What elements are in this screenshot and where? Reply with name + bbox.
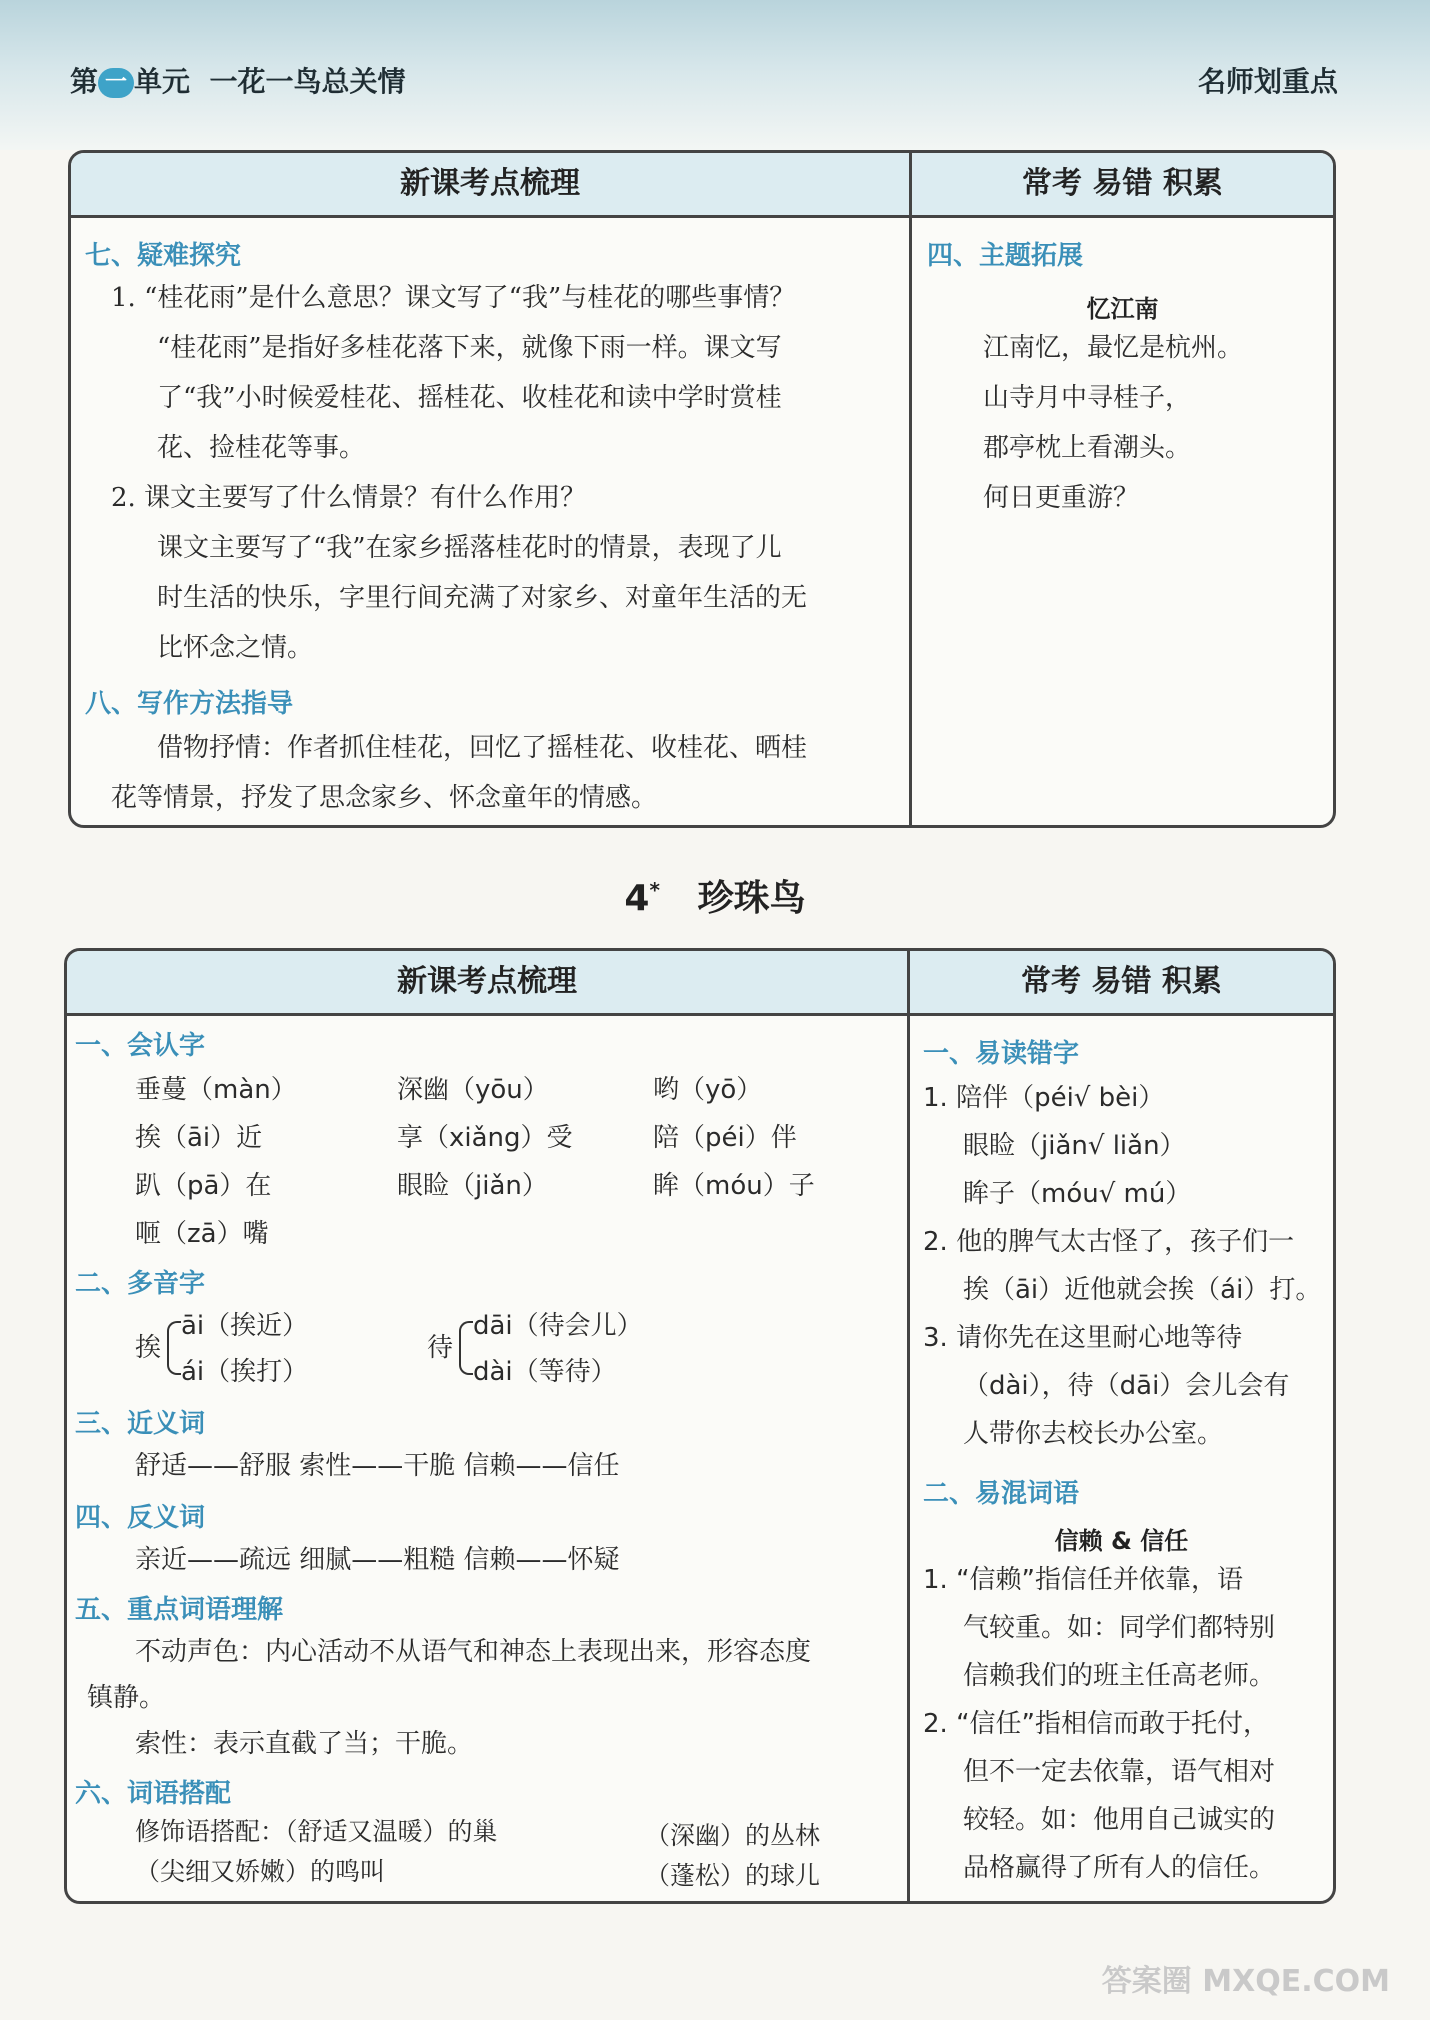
confusing-words-title: 信赖 & 信任 xyxy=(1054,1527,1189,1555)
misread-item: （dài），待（dāi）会儿会有 xyxy=(963,1371,1290,1401)
poem-line: 郡亭枕上看潮头。 xyxy=(983,433,1192,463)
char-item: 深幽（yōu） xyxy=(397,1075,549,1105)
poem-line: 何日更重游？ xyxy=(983,483,1140,513)
question-2: 2. 课文主要写了什么情景？有什么作用？ xyxy=(111,483,587,513)
column-divider xyxy=(907,951,910,1901)
polyphone-char: 挨 xyxy=(135,1333,162,1363)
section-misread-chars: 一、易读错字 xyxy=(923,1039,1080,1069)
section-confusing-words: 二、易混词语 xyxy=(923,1479,1080,1509)
collocation: （深幽）的丛林 xyxy=(645,1821,821,1850)
brace-icon xyxy=(459,1321,473,1375)
char-item: 眸（móu）子 xyxy=(653,1171,815,1201)
char-item: 挨（āi）近 xyxy=(135,1123,263,1153)
confusing-explanation: 2. “信任”指相信而敢于托付， xyxy=(923,1709,1270,1739)
question-1: 1. “桂花雨”是什么意思？课文写了“我”与桂花的哪些事情？ xyxy=(111,283,796,313)
poem-title: 忆江南 xyxy=(1086,295,1159,323)
char-item: 咂（zā）嘴 xyxy=(135,1219,269,1249)
polyphone-reading: āi（挨近） xyxy=(181,1311,309,1341)
char-item: 享（xiǎng）受 xyxy=(397,1123,573,1153)
misread-item: 眸子（móu√ mú） xyxy=(963,1179,1192,1209)
answer-1-line: 花、捡桂花等事。 xyxy=(157,433,366,463)
answer-2-line: 时生活的快乐，字里行间充满了对家乡、对童年生活的无 xyxy=(157,583,808,613)
antonyms-line: 亲近——疏远 细腻——粗糙 信赖——怀疑 xyxy=(135,1545,620,1575)
misread-item: 3. 请你先在这里耐心地等待 xyxy=(923,1323,1243,1353)
polyphone-reading: ái（挨打） xyxy=(181,1357,309,1387)
column-divider xyxy=(909,153,912,825)
misread-item: 眼睑（jiǎn√ liǎn） xyxy=(963,1131,1186,1161)
confusing-explanation: 但不一定去依靠，语气相对 xyxy=(963,1757,1276,1787)
char-item: 趴（pā）在 xyxy=(135,1171,272,1201)
misread-item: 人带你去校长办公室。 xyxy=(963,1419,1224,1449)
section-synonyms: 三、近义词 xyxy=(75,1409,206,1439)
section-title-7: 七、疑难探究 xyxy=(85,241,242,271)
poem-line: 山寺月中寻桂子， xyxy=(983,383,1192,413)
lesson-name: 珍珠鸟 xyxy=(697,878,806,919)
synonyms-line: 舒适——舒服 索性——干脆 信赖——信任 xyxy=(135,1451,620,1481)
polyphone-char: 待 xyxy=(427,1333,454,1363)
right-header: 常考 易错 积累 xyxy=(910,951,1333,1016)
collocation: （蓬松）的球儿 xyxy=(645,1861,821,1890)
misread-item: 2. 他的脾气太古怪了，孩子们一 xyxy=(923,1227,1295,1257)
poem-line: 江南忆，最忆是杭州。 xyxy=(983,333,1244,363)
answer-1-line: “桂花雨”是指好多桂花落下来，就像下雨一样。课文写 xyxy=(157,333,782,363)
watermark-logo: 答案圈 MXQE.COM xyxy=(1101,1964,1390,1999)
answer-1-line: 了“我”小时候爱桂花、摇桂花、收桂花和读中学时赏桂 xyxy=(157,383,782,413)
char-item: 陪（péi）伴 xyxy=(653,1123,797,1153)
unit-title: 一花一鸟总关情 xyxy=(209,65,406,98)
word-explanation: 镇静。 xyxy=(87,1683,166,1713)
unit-suffix: 单元 xyxy=(134,65,191,98)
char-item: 眼睑（jiǎn） xyxy=(397,1171,548,1201)
confusing-explanation: 较轻。如：他用自己诚实的 xyxy=(963,1805,1276,1835)
bottom-summary-box xyxy=(64,948,1336,1904)
section-recognize-chars: 一、会认字 xyxy=(75,1031,206,1061)
char-item: 哟（yō） xyxy=(653,1075,763,1105)
answer-2-line: 课文主要写了“我”在家乡摇落桂花时的情景，表现了儿 xyxy=(157,533,782,563)
left-header: 新课考点梳理 xyxy=(67,951,907,1016)
collocation: 修饰语搭配：（舒适又温暖）的巢 xyxy=(135,1817,498,1846)
section-label: 名师划重点 xyxy=(1197,65,1338,98)
misread-item: 1. 陪伴（péi√ bèi） xyxy=(923,1083,1165,1113)
confusing-explanation: 气较重。如：同学们都特别 xyxy=(963,1613,1276,1643)
polyphone-reading: dāi（待会儿） xyxy=(473,1311,643,1341)
misread-item: 挨（āi）近他就会挨（ái）打。 xyxy=(963,1275,1322,1305)
unit-prefix: 第 xyxy=(70,65,99,98)
top-summary-box xyxy=(68,150,1336,828)
polyphone-reading: dài（等待） xyxy=(473,1357,617,1387)
lesson-number: 4 xyxy=(624,878,650,919)
confusing-explanation: 品格赢得了所有人的信任。 xyxy=(963,1853,1276,1883)
confusing-explanation: 信赖我们的班主任高老师。 xyxy=(963,1661,1276,1691)
section-antonyms: 四、反义词 xyxy=(75,1503,206,1533)
section-collocations: 六、词语搭配 xyxy=(75,1779,232,1809)
section-polyphones: 二、多音字 xyxy=(75,1269,206,1299)
unit-header xyxy=(70,60,406,100)
section-key-words: 五、重点词语理解 xyxy=(75,1595,284,1625)
unit-number-badge: 一 xyxy=(98,68,134,98)
brace-icon xyxy=(167,1321,181,1375)
confusing-explanation: 1. “信赖”指信任并依靠，语 xyxy=(923,1565,1244,1595)
theme-extension-title: 四、主题拓展 xyxy=(927,241,1084,271)
writing-method-line: 花等情景，抒发了思念家乡、怀念童年的情感。 xyxy=(111,783,658,813)
right-header: 常考 易错 积累 xyxy=(912,153,1333,218)
lesson-title xyxy=(0,870,1430,921)
word-explanation: 索性：表示直截了当；干脆。 xyxy=(135,1729,474,1759)
word-explanation: 不动声色：内心活动不从语气和神态上表现出来，形容态度 xyxy=(135,1637,812,1667)
writing-method-line: 借物抒情：作者抓住桂花，回忆了摇桂花、收桂花、晒桂 xyxy=(157,733,808,763)
char-item: 垂蔓（màn） xyxy=(135,1075,297,1105)
section-title-8: 八、写作方法指导 xyxy=(85,689,294,719)
collocation: （尖细又娇嫩）的鸣叫 xyxy=(135,1857,386,1886)
answer-2-line: 比怀念之情。 xyxy=(157,633,314,663)
left-header: 新课考点梳理 xyxy=(71,153,909,218)
lesson-star: * xyxy=(649,878,660,902)
